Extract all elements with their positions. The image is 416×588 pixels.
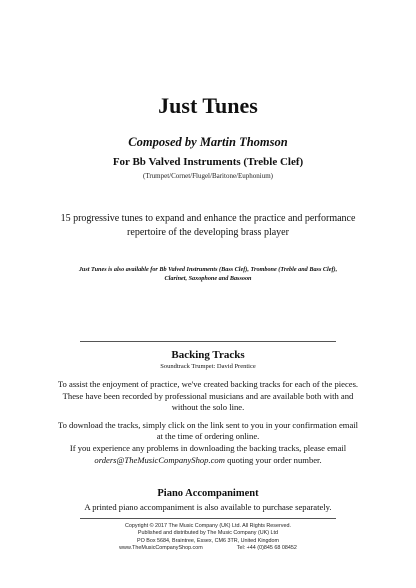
also-available-note: Just Tunes is also available for Bb Valved Instruments (Bass Clef), Trombone (Treble and Bass Clef), Clarinet, Saxophone and Bassoon	[78, 266, 338, 282]
phone-number: Tel: +44 (0)845 68 08452	[236, 545, 297, 552]
backing-tracks-heading: Backing Tracks	[171, 349, 245, 361]
piano-accompaniment-text: A printed piano accompaniment is also available to purchase separately.	[84, 502, 332, 512]
contact-line	[0, 545, 416, 552]
description: 15 progressive tunes to expand and enhance the practice and performance repertoire of the developing brass player	[60, 213, 356, 238]
website-link[interactable]: www.TheMusicCompanyShop.com	[119, 545, 203, 552]
backing-tracks-paragraph-2: To download the tracks, simply click on the link sent to you in your confirmation email at the time of ordering online.	[57, 419, 359, 442]
backing-tracks-body	[55, 379, 361, 472]
backing-tracks-paragraph-1: To assist the enjoyment of practice, we've created backing tracks for each of the pieces. These have been recorded by professional musicians and are available both with and without the solo line.	[57, 379, 359, 413]
footer	[0, 523, 416, 553]
problems-text: If you experience any problems in downloading the backing tracks, please email	[69, 442, 347, 453]
subtitle: For Bb Valved Instruments (Treble Clef)	[112, 156, 304, 168]
order-number-text: quoting your order number.	[227, 454, 322, 465]
divider-top	[80, 341, 336, 342]
page-title: Just Tunes	[158, 93, 258, 118]
instrument-list: (Trumpet/Cornet/Flugel/Baritone/Euphonium)	[142, 172, 273, 180]
soundtrack-credit: Soundtrack Trumpet: David Prentice	[160, 363, 256, 370]
publisher-line: Published and distributed by The Music Company (UK) Ltd	[137, 530, 279, 537]
composer-credit: Composed by Martin Thomson	[128, 135, 288, 149]
support-email-link[interactable]: orders@TheMusicCompanyShop.com	[94, 454, 225, 465]
address-line: PO Box 5684, Braintree, Essex, CM6 3TR, United Kingdom	[136, 537, 280, 544]
piano-accompaniment-heading: Piano Accompaniment	[157, 488, 259, 499]
divider-bottom	[80, 518, 336, 519]
copyright-line: Copyright © 2017 The Music Company (UK) Ltd. All Rights Reserved.	[125, 523, 291, 529]
backing-tracks-paragraph-3	[55, 443, 361, 466]
